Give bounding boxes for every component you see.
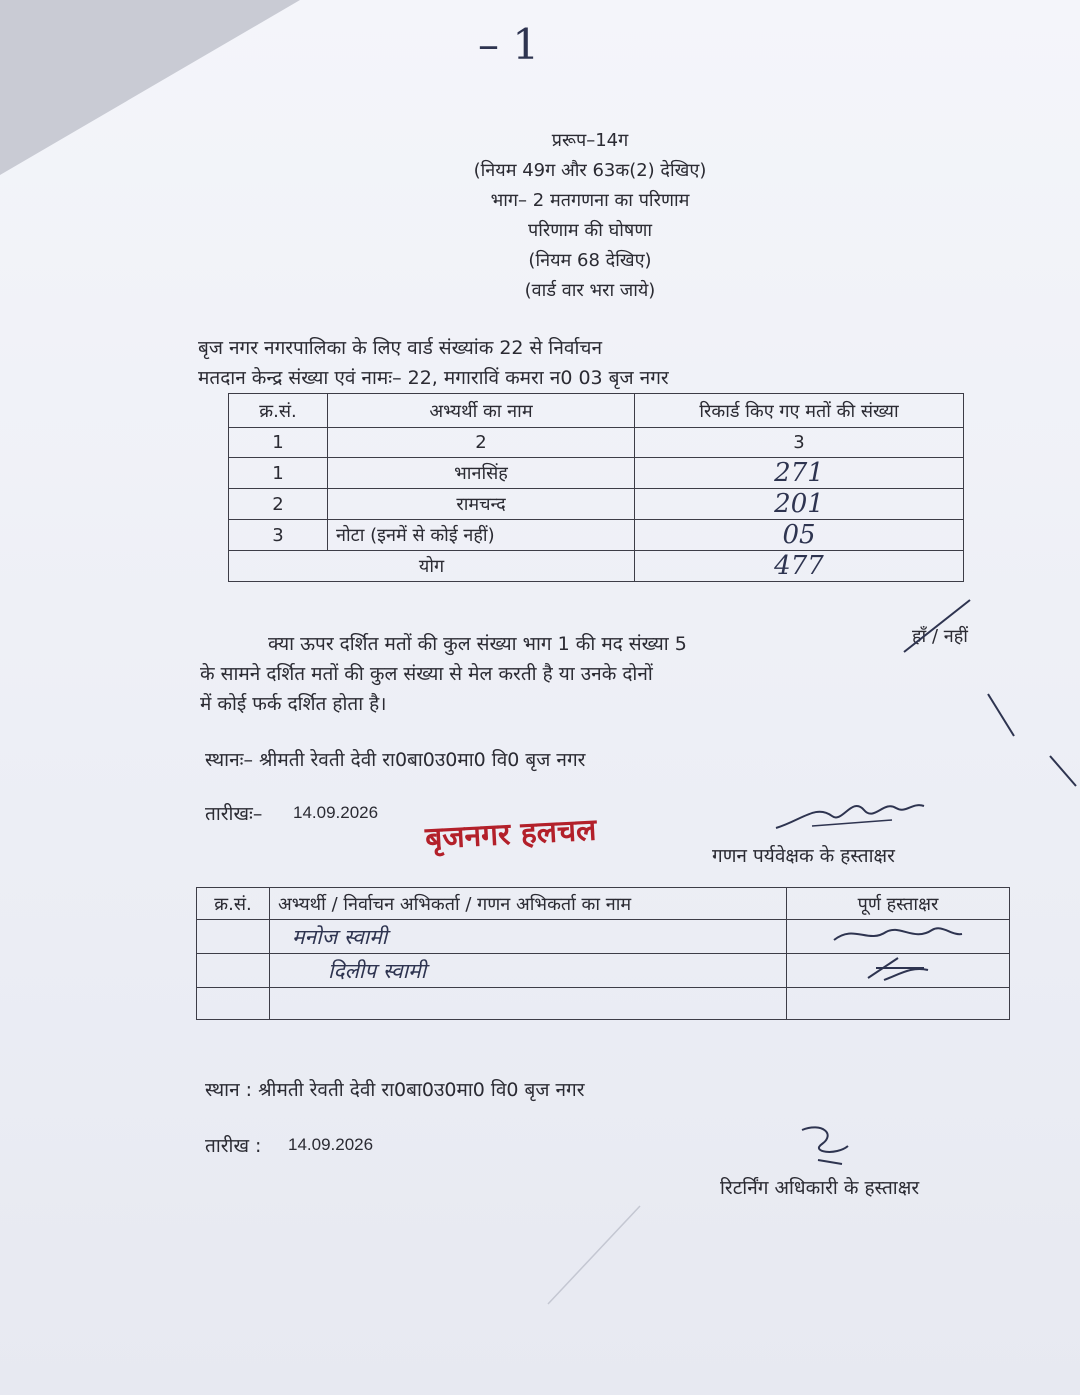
agent-signature-cell	[787, 920, 1010, 954]
part-title: भाग– 2 मतगणना का परिणाम	[490, 190, 690, 211]
row-votes: 201	[635, 489, 964, 520]
agents-header-signature: पूर्ण हस्ताक्षर	[787, 888, 1010, 920]
agents-header-sn: क्र.सं.	[197, 888, 270, 920]
place-line: स्थानः– श्रीमती रेवती देवी रा0बा0उ0मा0 वि0 बृज नगर	[205, 749, 586, 771]
agents-header-row	[197, 888, 1010, 920]
declaration-title: परिणाम की घोषणा	[528, 220, 652, 241]
question-line-1: क्या ऊपर दर्शित मतों की कुल संख्या भाग 1 की मद संख्या 5	[268, 633, 687, 655]
agent-signature-cell	[787, 954, 1010, 988]
supervisor-signature	[772, 790, 932, 840]
returning-place-line: स्थान : श्रीमती रेवती देवी रा0बा0उ0मा0 वि0 बृज नगर	[205, 1079, 585, 1101]
agent-name	[270, 988, 787, 1020]
header-sn: क्र.सं.	[229, 394, 328, 428]
total-votes: 477	[635, 551, 964, 582]
answer-strike-mark	[900, 596, 980, 656]
table-row	[197, 920, 1010, 954]
table-row	[229, 458, 964, 489]
booth-line: मतदान केन्द्र संख्या एवं नामः– 22, मगाराविं कमरा न0 03 बृज नगर	[198, 367, 669, 389]
supervisor-signature-label: गणन पर्यवेक्षक के हस्ताक्षर	[712, 845, 895, 867]
agent-signature	[828, 954, 968, 982]
agents-header-name: अभ्यर्थी / निर्वाचन अभिकर्ता / गणन अभिकर्ता का नाम	[270, 888, 787, 920]
row-candidate: रामचन्द	[328, 489, 635, 520]
table-row	[229, 489, 964, 520]
total-label: योग	[229, 551, 635, 582]
total-row	[229, 551, 964, 582]
table-row	[229, 520, 964, 551]
question-line-2: के सामने दर्शित मतों की कुल संख्या से मेल करती है या उनके दोनों	[200, 663, 653, 685]
row-sn: 2	[229, 489, 328, 520]
header-votes: रिकार्ड किए गए मतों की संख्या	[635, 394, 964, 428]
agent-sn	[197, 988, 270, 1020]
question-line-3: में कोई फर्क दर्शित होता है।	[200, 693, 387, 715]
page-fold-shadow	[0, 0, 300, 175]
table-row	[197, 988, 1010, 1020]
row-candidate: भानसिंह	[328, 458, 635, 489]
form-number: प्ररूप–14ग	[551, 130, 629, 151]
ward-line: बृज नगर नगरपालिका के लिए वार्ड संख्यांक 22 से निर्वाचन	[198, 337, 602, 359]
row-sn: 3	[229, 520, 328, 551]
column-number: 1	[229, 428, 328, 458]
agents-table	[196, 887, 1010, 1020]
returning-officer-label: रिटर्निंग अधिकारी के हस्ताक्षर	[720, 1177, 920, 1199]
column-number-row	[229, 428, 964, 458]
handwritten-page-mark: – 1	[478, 20, 540, 69]
row-votes: 05	[635, 520, 964, 551]
agent-sn	[197, 954, 270, 988]
rule-reference: (नियम 49ग और 63क(2) देखिए)	[473, 160, 707, 181]
margin-pen-marks	[980, 690, 1080, 800]
agent-name: दिलीप स्वामी	[270, 954, 787, 988]
date-value: 14.09.2026	[293, 803, 379, 822]
agent-sn	[197, 920, 270, 954]
results-header-row	[229, 394, 964, 428]
agent-signature-cell	[787, 988, 1010, 1020]
column-number: 3	[635, 428, 964, 458]
header-candidate: अभ्यर्थी का नाम	[328, 394, 635, 428]
answer-options: हाँ / नहीं	[912, 626, 968, 647]
ward-wise-note: (वार्ड वार भरा जाये)	[524, 280, 656, 301]
row-sn: 1	[229, 458, 328, 489]
agent-name: मनोज स्वामी	[270, 920, 787, 954]
column-number: 2	[328, 428, 635, 458]
returning-officer-signature	[792, 1120, 862, 1170]
row-votes: 271	[635, 458, 964, 489]
agent-signature	[828, 920, 968, 948]
results-table	[228, 393, 964, 582]
returning-date-label: तारीख :	[205, 1135, 262, 1157]
date-label: तारीखः–	[205, 803, 263, 825]
table-row	[197, 954, 1010, 988]
paper-crease-mark	[540, 1200, 650, 1310]
rule-68-reference: (नियम 68 देखिए)	[528, 250, 652, 271]
returning-date-value: 14.09.2026	[288, 1135, 374, 1154]
row-candidate: नोटा (इनमें से कोई नहीं)	[328, 520, 635, 551]
stamp-text: बृजनगर हलचल	[424, 812, 598, 857]
